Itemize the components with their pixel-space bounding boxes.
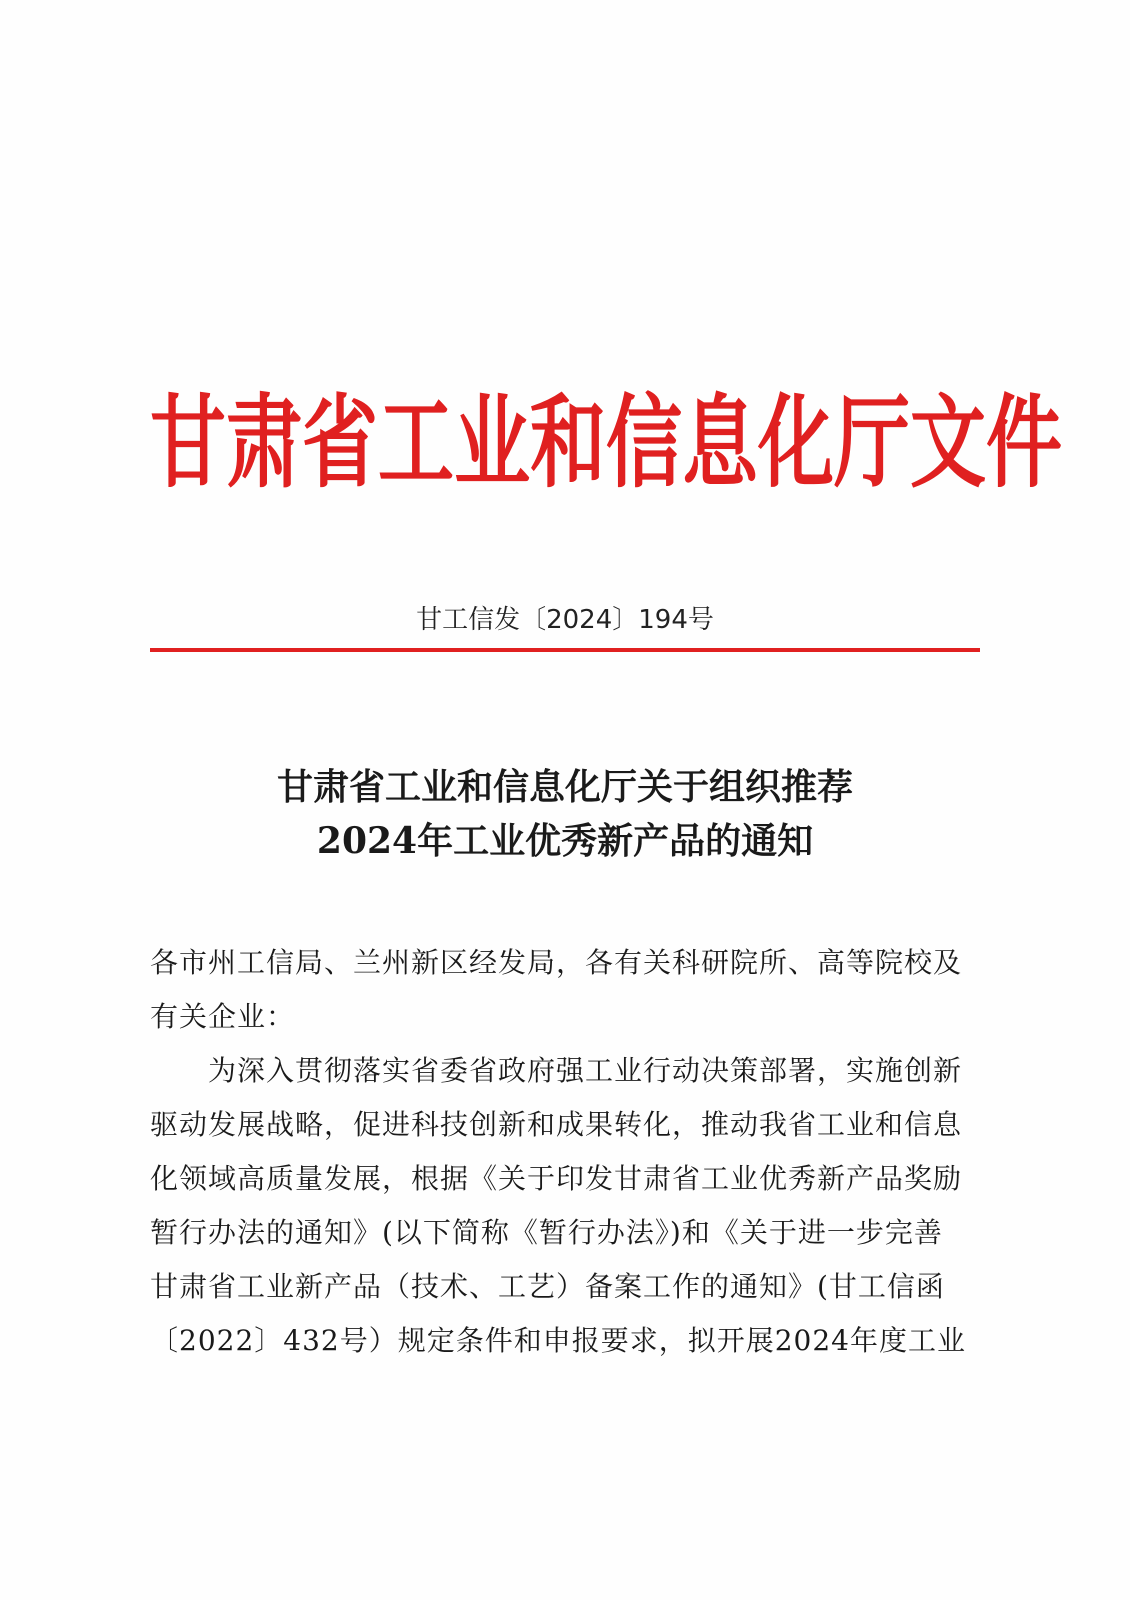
document-number: 甘工信发〔2024〕194号 — [416, 605, 714, 635]
paragraph-line-6: 〔2022〕432号）规定条件和申报要求，拟开展2024年度工业 — [150, 1324, 966, 1357]
paragraph-line-5: 甘肃省工业新产品（技术、工艺）备案工作的通知》(甘工信函 — [150, 1270, 945, 1303]
paragraph-line-2: 驱动发展战略，促进科技创新和成果转化，推动我省工业和信息 — [150, 1108, 963, 1141]
document-title — [150, 760, 980, 868]
document-body — [150, 936, 980, 1368]
paragraph-line-1: 为深入贯彻落实省委省政府强工业行动决策部署，实施创新 — [208, 1054, 963, 1087]
salutation-line-2: 有关企业： — [150, 1000, 296, 1033]
salutation-line-1: 各市州工信局、兰州新区经发局，各有关科研院所、高等院校及 — [150, 946, 963, 979]
red-divider-line — [150, 648, 980, 652]
paragraph-line-4: 暂行办法的通知》(以下简称《暂行办法》)和《关于进一步完善 — [150, 1216, 943, 1249]
document-title-line-2: 2024年工业优秀新产品的通知 — [316, 820, 814, 862]
document-title-line-1: 甘肃省工业和信息化厅关于组织推荐 — [276, 766, 853, 808]
issuer-header-title: 甘肃省工业和信息化厅文件 — [150, 383, 1062, 502]
paragraph-line-3: 化领域高质量发展，根据《关于印发甘肃省工业优秀新产品奖励 — [150, 1162, 963, 1195]
